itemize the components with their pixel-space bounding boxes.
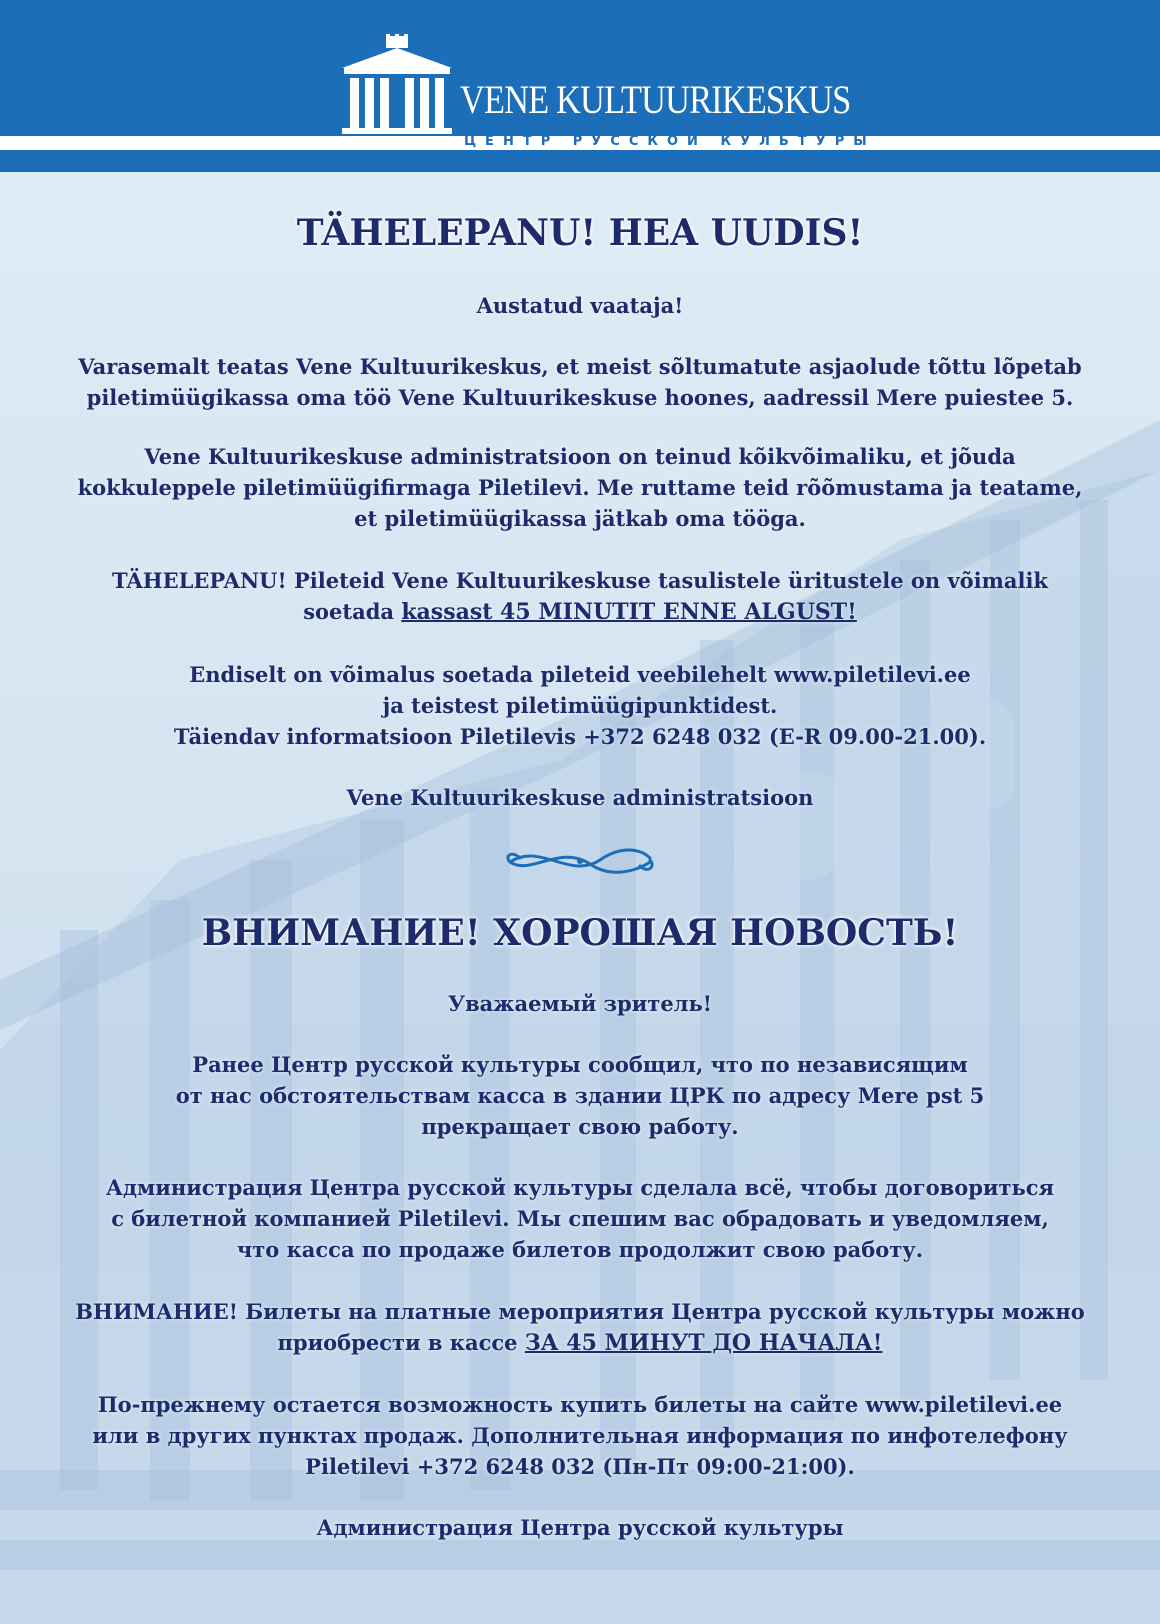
greeting-estonian — [40, 290, 1120, 321]
text-line: piletimüügikassa oma töö Vene Kultuurikeskuse hoones, aadressil Mere puiestee 5. — [86, 385, 1074, 410]
greeting-text: Austatud vaataja! — [476, 293, 684, 318]
text-line: Ранее Центр русской культуры сообщил, что по независящим — [192, 1052, 968, 1077]
text-line: Piletilevi +372 6248 032 (Пн-Пт 09:00-21:00). — [305, 1454, 855, 1479]
text-line: с билетной компанией Piletilevi. Мы спешим вас обрадовать и уведомляем, — [111, 1206, 1049, 1231]
flourish-divider-icon — [500, 836, 660, 886]
text-line — [40, 596, 1120, 628]
text-line: et piletimüügikassa jätkab oma tööga. — [354, 506, 806, 531]
header-stripe-lower — [0, 150, 1160, 172]
text-line: TÄHELEPANU! Pileteid Vene Kultuurikeskuse tasulistele üritustele on võimalik — [112, 568, 1048, 593]
text-line — [40, 1327, 1120, 1359]
brand-subtitle: ЦЕНТР РУССКОЙ КУЛЬТУРЫ — [464, 134, 876, 149]
text-line: Vene Kultuurikeskuse administratsioon on teinud kõikvõimaliku, et jõuda — [144, 444, 1016, 469]
text-line: По-прежнему остается возможность купить билеты на сайте www.piletilevi.ee — [97, 1392, 1063, 1417]
signature-text: Vene Kultuurikeskuse administratsioon — [346, 785, 814, 810]
paragraph-2-russian — [40, 1172, 1120, 1265]
greeting-russian — [40, 988, 1120, 1019]
paragraph-1-estonian — [40, 351, 1120, 413]
brand-name: VENE KULTUURIKESKUS — [460, 77, 851, 122]
heading-russian: ВНИМАНИЕ! ХОРОШАЯ НОВОСТЬ! — [201, 912, 959, 954]
text-line: ja teistest piletimüügipunktidest. — [382, 693, 778, 718]
text-line: Varasemalt teatas Vene Kultuurikeskus, et meist sõltumatute asjaolude tõttu lõpetab — [78, 354, 1082, 379]
text-prefix: soetada — [303, 599, 402, 624]
paragraph-2-estonian — [40, 441, 1120, 534]
greeting-text: Уважаемый зритель! — [448, 991, 712, 1016]
text-prefix: приобрести в кассе — [277, 1330, 525, 1355]
paragraph-4-estonian — [40, 659, 1120, 752]
paragraph-1-russian — [40, 1049, 1120, 1142]
text-line: Endiselt on võimalus soetada pileteid veebilehelt www.piletilevi.ee — [189, 662, 971, 687]
text-line: Täiendav informatsioon Piletilevis +372 6248 032 (E-R 09.00-21.00). — [173, 724, 987, 749]
emphasis-underlined: ЗА 45 МИНУТ ДО НАЧАЛА! — [524, 1330, 883, 1356]
text-line: что касса по продаже билетов продолжит свою работу. — [236, 1237, 924, 1262]
text-line: от нас обстоятельствам касса в здании ЦРК по адресу Mere pst 5 — [175, 1083, 985, 1108]
text-line: ВНИМАНИЕ! Билеты на платные мероприятия Центра русской культуры можно — [75, 1299, 1085, 1324]
paragraph-3-russian — [40, 1296, 1120, 1359]
signature-text: Администрация Центра русской культуры — [316, 1515, 844, 1540]
paragraph-3-estonian — [40, 565, 1120, 628]
text-line: Администрация Центра русской культуры сделала всё, чтобы договориться — [105, 1175, 1055, 1200]
signature-estonian — [40, 782, 1120, 813]
text-line: kokkuleppele piletimüügifirmaga Piletilevi. Me ruttame teid rõõmustama ja teatame, — [77, 475, 1083, 500]
emphasis-underlined: kassast 45 MINUTIT ENNE ALGUST! — [401, 599, 857, 625]
building-logo-icon — [338, 34, 456, 134]
text-line: прекращает свою работу. — [421, 1114, 739, 1139]
heading-estonian: TÄHELEPANU! HEA UUDIS! — [296, 212, 864, 254]
text-line: или в других пунктах продаж. Дополнительная информация по инфотелефону — [92, 1423, 1068, 1448]
brand-logo — [338, 34, 876, 150]
paragraph-4-russian — [40, 1389, 1120, 1482]
signature-russian — [40, 1512, 1120, 1543]
header-banner — [0, 0, 1160, 172]
